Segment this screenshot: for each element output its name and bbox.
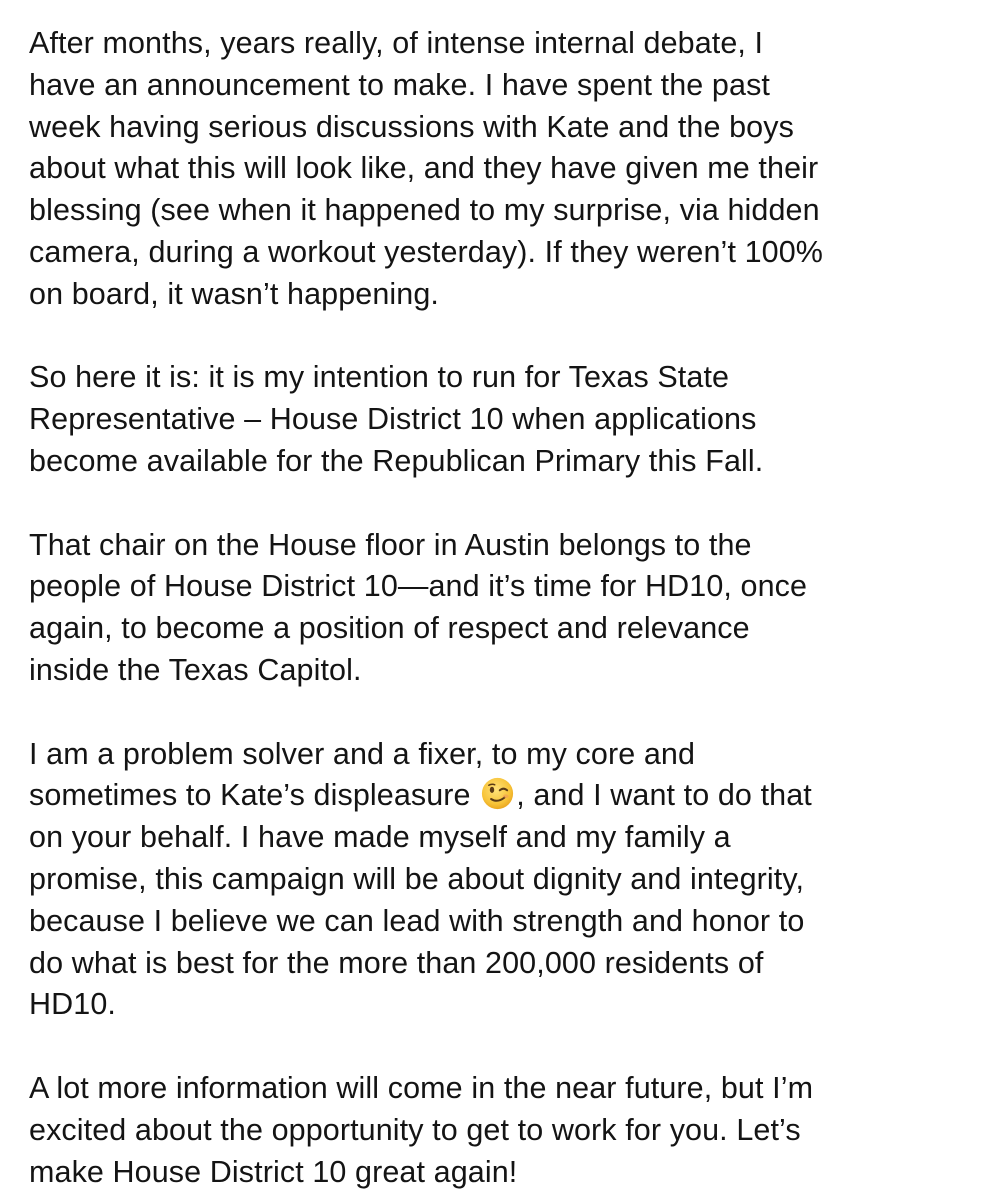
text-line: camera, during a workout yesterday). If they weren’t 100% [29, 234, 823, 269]
text-line: people of House District 10—and it’s time for HD10, once [29, 569, 808, 604]
paragraph-closing [29, 1068, 979, 1193]
paragraph-spacer [29, 483, 979, 525]
text-line: promise, this campaign will be about dignity and integrity, [29, 861, 805, 896]
text-line: on board, it wasn’t happening. [29, 276, 439, 311]
text-line: I am a problem solver and a fixer, to my core and [29, 736, 696, 771]
text-line: do what is best for the more than 200,000 residents of [29, 945, 764, 980]
note-body [29, 23, 979, 1193]
text-line: inside the Texas Capitol. [29, 652, 362, 687]
paragraph-spacer [29, 1026, 979, 1068]
text-line: again, to become a position of respect and relevance [29, 611, 750, 646]
text-line: Representative – House District 10 when applications [29, 402, 757, 437]
text-line: have an announcement to make. I have spent the past [29, 67, 770, 102]
text-line: because I believe we can lead with strength and honor to [29, 903, 805, 938]
text-segment: , and I want to do that [516, 778, 812, 813]
paragraph-intention [29, 357, 979, 482]
paragraph-spacer [29, 316, 979, 358]
paragraph-announcement [29, 23, 979, 316]
text-line: on your behalf. I have made myself and my family a [29, 820, 731, 855]
text-line: That chair on the House floor in Austin belongs to the [29, 527, 752, 562]
text-line: make House District 10 great again! [29, 1154, 518, 1189]
text-line: So here it is: it is my intention to run for Texas State [29, 360, 730, 395]
text-line: A lot more information will come in the near future, but I’m [29, 1070, 814, 1105]
paragraph-problem-solver [29, 734, 979, 1027]
paragraph-house-floor [29, 525, 979, 692]
paragraph-spacer [29, 692, 979, 734]
text-line-with-emoji [29, 775, 979, 817]
text-line: week having serious discussions with Kate and the boys [29, 109, 794, 144]
text-line: excited about the opportunity to get to work for you. Let’s [29, 1112, 801, 1147]
text-segment: sometimes to Kate’s displeasure [29, 778, 471, 813]
winking-face-icon [481, 777, 514, 810]
text-line: After months, years really, of intense internal debate, I [29, 26, 764, 60]
text-line: about what this will look like, and they have given me their [29, 151, 819, 186]
text-line: HD10. [29, 987, 116, 1022]
text-line: become available for the Republican Primary this Fall. [29, 443, 764, 478]
text-line: blessing (see when it happened to my surprise, via hidden [29, 193, 820, 228]
